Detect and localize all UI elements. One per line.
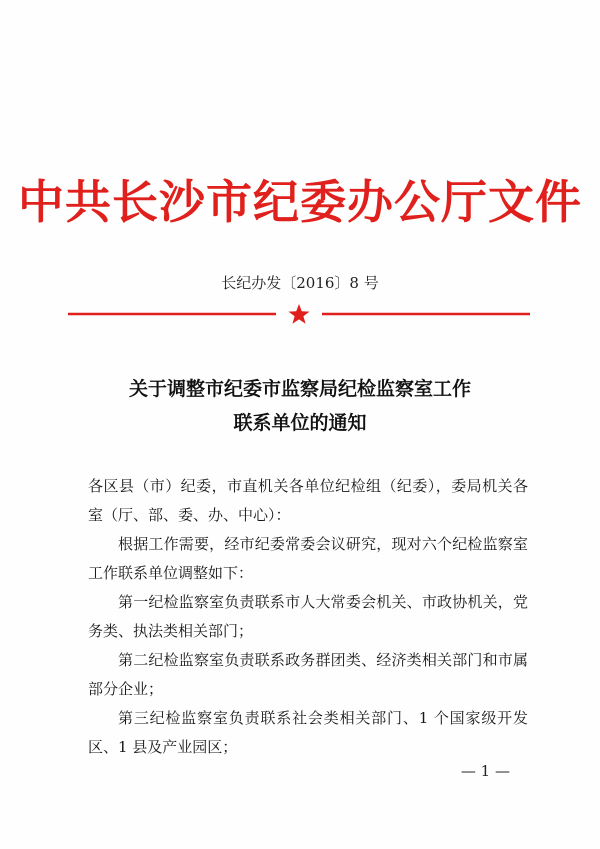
- body-paragraph: 根据工作需要，经市纪委常委会议研究，现对六个纪检监察室工作联系单位调整如下：: [88, 535, 528, 582]
- body-paragraph-recipients: 各区县（市）纪委，市直机关各单位纪检组（纪委），委局机关各室（厅、部、委、办、中心）：: [88, 477, 528, 524]
- body-paragraph: 第一纪检监察室负责联系市人大常委会机关、市政协机关，党务类、执法类相关部门；: [88, 593, 528, 640]
- header-separator: [68, 302, 530, 326]
- star-icon: [289, 304, 310, 324]
- notice-subject: [0, 372, 600, 440]
- page-number: — 1 —: [460, 762, 510, 780]
- notice-body: [88, 472, 528, 762]
- subject-line-2: 联系单位的通知: [233, 412, 367, 434]
- body-paragraph: 第二纪检监察室负责联系政务群团类、经济类相关部门和市属部分企业；: [88, 651, 528, 698]
- subject-line-1: 关于调整市纪委市监察局纪检监察室工作: [128, 378, 471, 400]
- document-number: 长纪办发〔2016〕8 号: [221, 274, 379, 292]
- document-header-title: 中共长沙市纪委办公厅文件: [18, 175, 582, 229]
- body-paragraph: 第三纪检监察室负责联系社会类相关部门、1 个国家级开发区、1 县及产业园区；: [88, 709, 528, 756]
